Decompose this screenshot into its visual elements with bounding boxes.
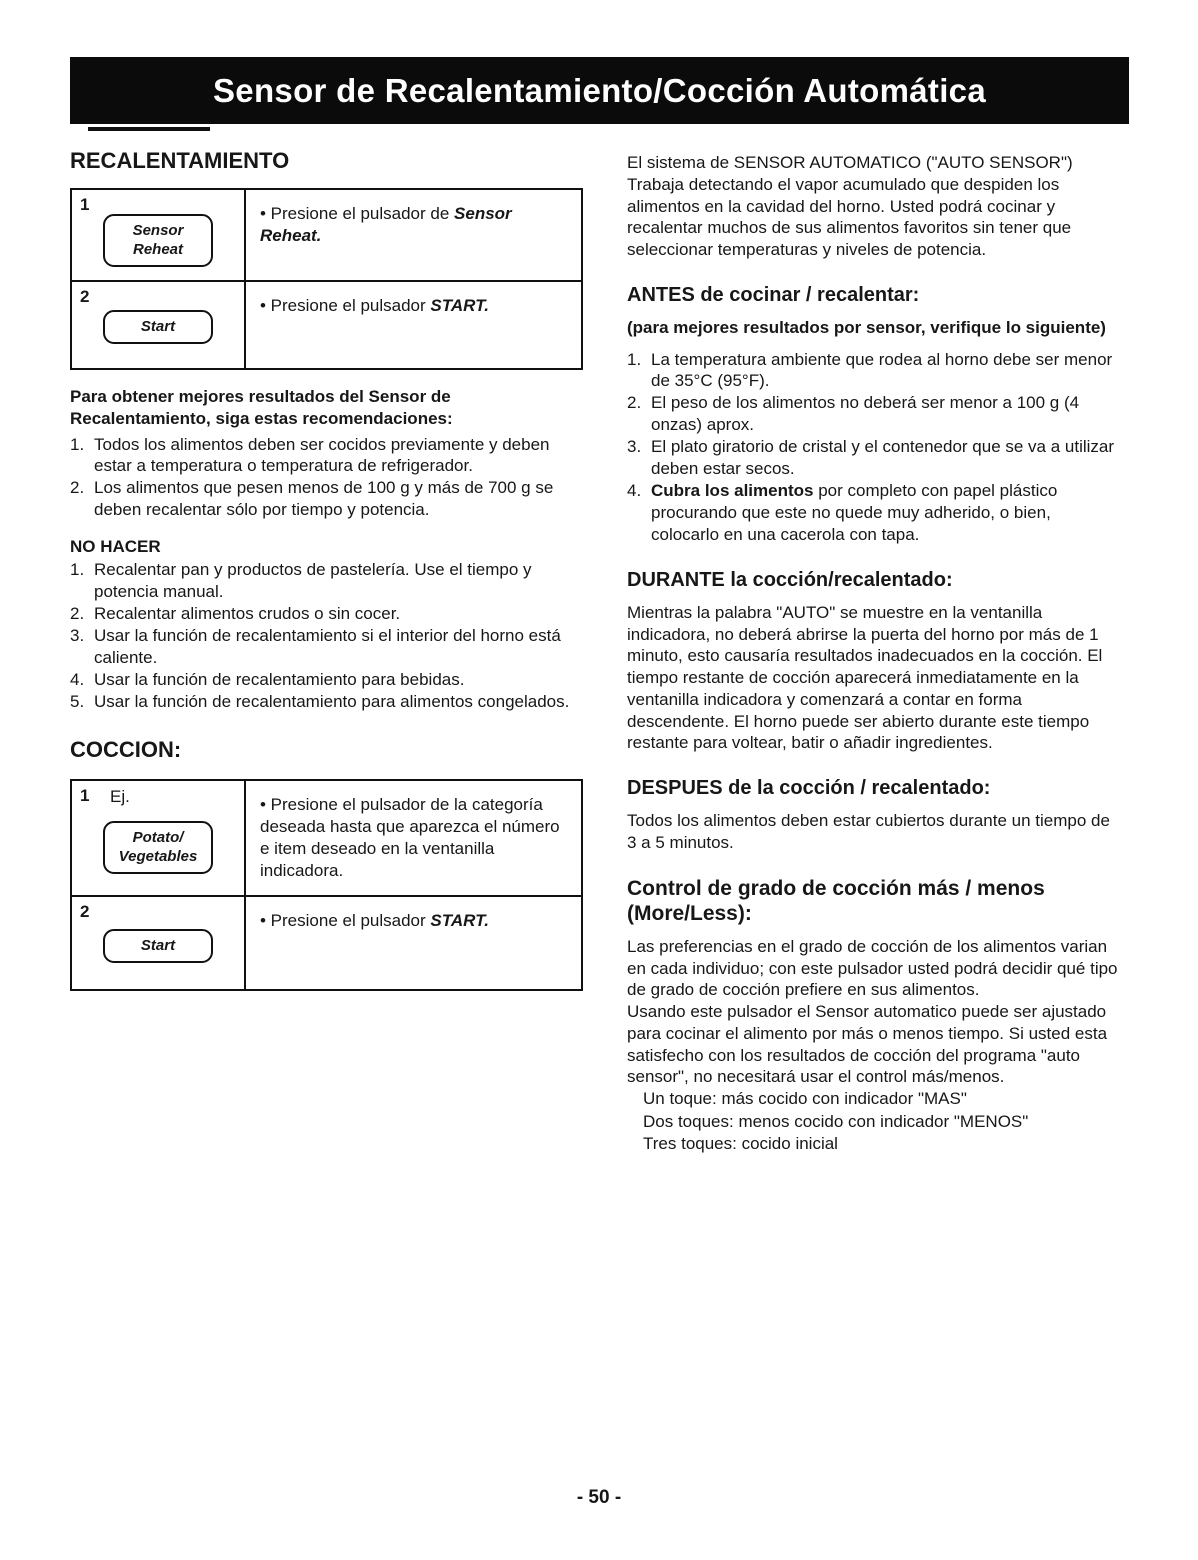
step-key-cell bbox=[72, 897, 246, 989]
step-key-cell bbox=[72, 282, 246, 368]
list-item: 2. El peso de los alimentos no deberá ser menor a 100 g (4 onzas) aprox. bbox=[627, 393, 1080, 435]
coccion-steps-table bbox=[70, 779, 583, 991]
list-item: 4. Usar la función de recalentamiento para bebidas. bbox=[70, 669, 465, 689]
auto-sensor-intro: El sistema de SENSOR AUTOMATICO ("AUTO SENSOR") Trabaja detectando el vapor acumulado que despiden los alimentos en la cavidad del horno. Usted podrá cocinar y recalentar muchos de sus alimentos favoritos sin tener que seleccionar temperaturas y niveles de potencia. bbox=[627, 153, 1073, 259]
antes-note: (para mejores resultados por sensor, verifique lo siguiente) bbox=[627, 317, 1106, 337]
recommendations-lead: Para obtener mejores resultados del Sensor de Recalentamiento, siga estas recomendaciones: bbox=[70, 387, 453, 428]
control-paragraph-2: Usando este pulsador el Sensor automatico puede ser ajustado para cocinar el alimento por más o menos tiempo. Si usted esta satisfecho con los resultados de cocción del programa "auto sensor", no necesitará usar el control más/menos. bbox=[627, 1002, 1108, 1087]
step-instruction: • Presione el pulsador de la categoría deseada hasta que aparezca el número e item deseado en la ventanilla indicadora. bbox=[260, 794, 560, 880]
step-number: 2 bbox=[80, 287, 90, 306]
page-title-banner bbox=[70, 57, 1129, 124]
no-hacer-list bbox=[70, 559, 583, 712]
step-instruction: • Presione el pulsador START. bbox=[260, 296, 489, 315]
despues-paragraph: Todos los alimentos deben estar cubiertos durante un tiempo de 3 a 5 minutos. bbox=[627, 811, 1110, 852]
table-row bbox=[72, 190, 581, 282]
durante-heading: DURANTE la cocción/recalentado: bbox=[627, 568, 953, 591]
list-item: 2. Recalentar alimentos crudos o sin cocer. bbox=[70, 604, 401, 624]
list-item: 2. Los alimentos que pesen menos de 100 g y más de 700 g se deben recalentar sólo por tiempo y potencia. bbox=[70, 478, 554, 520]
list-item: 5. Usar la función de recalentamiento para alimentos congelados. bbox=[70, 691, 570, 711]
step-instruction: • Presione el pulsador START. bbox=[260, 911, 489, 931]
table-row bbox=[72, 282, 581, 368]
page-number: - 50 - bbox=[576, 1487, 622, 1508]
step-number: 1 bbox=[80, 785, 90, 805]
list-item: 3. Usar la función de recalentamiento si el interior del horno está caliente. bbox=[70, 625, 561, 667]
touch-line: Tres toques: cocido inicial bbox=[643, 1134, 838, 1154]
antes-list bbox=[627, 349, 1123, 546]
touch-line: Un toque: más cocido con indicador "MAS" bbox=[643, 1089, 967, 1109]
recommendations-list bbox=[70, 434, 583, 522]
step-number: 1 bbox=[80, 195, 90, 214]
right-column bbox=[627, 152, 1123, 1155]
touch-line: Dos toques: menos cocido con indicador "MENOS" bbox=[643, 1111, 1029, 1131]
start-key-graphic: Start bbox=[103, 310, 213, 344]
page-title: Sensor de Recalentamiento/Cocción Automática bbox=[213, 71, 986, 109]
example-label: Ej. bbox=[110, 786, 130, 806]
touches-list bbox=[627, 1088, 1123, 1155]
start-key-graphic: Start bbox=[103, 929, 213, 963]
table-row bbox=[72, 897, 581, 989]
durante-paragraph: Mientras la palabra "AUTO" se muestre en la ventanilla indicadora, no deberá abrirse la puerta del horno por más de 1 minuto, esto causaría resultados inadecuados en la cocción. El tiempo restante de cocción aparecerá inmediatamente en la ventanilla indicadora y comenzará a contar en forma descendente. El horno puede ser abierto durante este tiempo restante para voltear, batir o añadir ingredientes. bbox=[627, 602, 1103, 753]
step-key-cell bbox=[72, 781, 246, 895]
recalentamiento-heading: RECALENTAMIENTO bbox=[70, 148, 290, 173]
list-item: 3. El plato giratorio de cristal y el contenedor que se va a utilizar deben estar secos. bbox=[627, 437, 1115, 479]
step-number: 2 bbox=[80, 902, 90, 922]
list-item: 1. Todos los alimentos deben ser cocidos previamente y deben estar a temperatura o temperatura de refrigerador. bbox=[70, 434, 550, 476]
left-column bbox=[70, 148, 583, 1007]
control-heading: Control de grado de cocción más / menos (More/Less): bbox=[627, 876, 1045, 925]
coccion-heading: COCCION: bbox=[70, 736, 182, 762]
scan-artifact-line bbox=[88, 127, 210, 131]
control-paragraph-1: Las preferencias en el grado de cocción de los alimentos varian en cada individuo; con este pulsador usted podrá decidir qué tipo de grado de cocción prefiere en sus alimentos. bbox=[627, 936, 1118, 1000]
potato-vegetables-key-graphic: Potato/ Vegetables bbox=[103, 821, 214, 874]
antes-heading: ANTES de cocinar / recalentar: bbox=[627, 283, 920, 306]
sensor-reheat-key-graphic: Sensor Reheat bbox=[103, 214, 213, 267]
step-instruction: • Presione el pulsador de Sensor Reheat. bbox=[260, 204, 512, 246]
step-key-cell bbox=[72, 190, 246, 280]
recalentamiento-steps-table bbox=[70, 188, 583, 370]
list-item: 1. Recalentar pan y productos de pastelería. Use el tiempo y potencia manual. bbox=[70, 560, 532, 602]
no-hacer-heading: NO HACER bbox=[70, 537, 161, 557]
despues-heading: DESPUES de la cocción / recalentado: bbox=[627, 777, 991, 800]
list-item: 4. Cubra los alimentos por completo con papel plástico procurando que este no quede muy adherido, o bien, colocarlo en una cacerola con tapa. bbox=[627, 481, 1058, 544]
list-item: 1. La temperatura ambiente que rodea al horno debe ser menor de 35°C (95°F). bbox=[627, 349, 1113, 391]
table-row bbox=[72, 781, 581, 897]
